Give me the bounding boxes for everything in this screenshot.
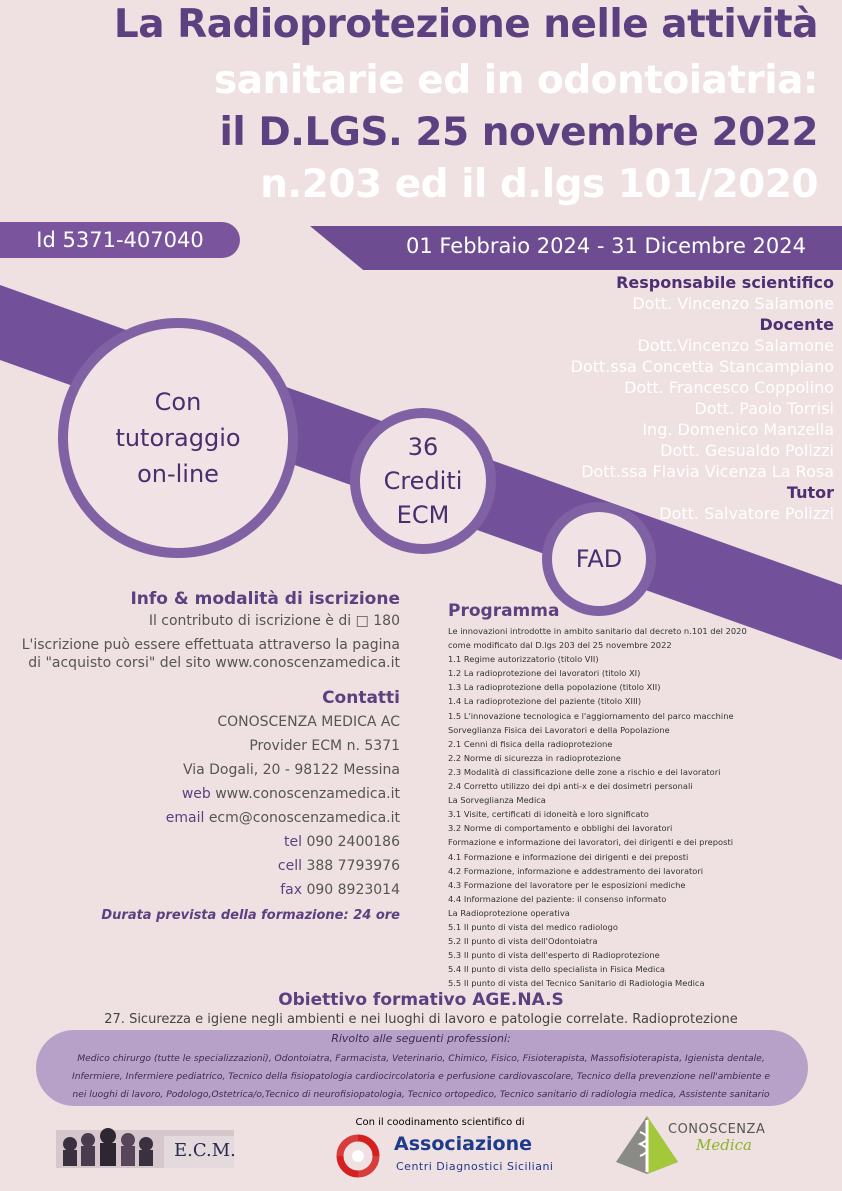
fad-label: FAD: [575, 545, 623, 573]
program-item: Formazione e informazione dei lavoratori, dei dirigenti e dei preposti: [448, 837, 734, 848]
teacher-7: Dott.ssa Flavia Vicenza La Rosa: [581, 462, 834, 481]
program-item: 4.1 Formazione e informazione dei dirigenti e dei preposti: [448, 851, 689, 862]
tel-value: 090 2400186: [306, 834, 400, 850]
teacher-label: Docente: [759, 315, 834, 334]
email-row: [101, 806, 400, 830]
program-item: 1.2 La radioprotezione dei lavoratori (titolo XI): [448, 668, 641, 679]
scientific-person: Dott. Vincenzo Salamone: [632, 294, 834, 313]
course-id-badge: Id 5371-407040: [0, 222, 240, 258]
coordination-text: Con il coodinamento scientifico di: [355, 1117, 525, 1128]
credits-line-3: ECM: [396, 501, 450, 529]
email-link[interactable]: ecm@conoscenzamedica.it: [208, 810, 400, 826]
info-heading: Info & modalità di iscrizione: [130, 589, 400, 609]
program-item: 4.2 Formazione, informazione e addestramento dei lavoratori: [448, 865, 704, 876]
tutoring-line-3: on-line: [137, 460, 219, 488]
objective-text: 27. Sicurezza e igiene negli ambienti e nei luoghi di lavoro e patologie correlate. Radioprotezione: [104, 1012, 738, 1027]
provider-text: Provider ECM n. 5371: [249, 738, 400, 754]
title-line-4: n.203 ed il d.lgs 101/2020: [260, 162, 818, 207]
org-name: CONOSCENZA MEDICA AC: [217, 714, 400, 730]
teacher-4: Dott. Paolo Torrisi: [694, 399, 834, 418]
signup-line-2: di "acquisto corsi" del sito www.conoscenzamedica.it: [28, 655, 400, 671]
program-section: [448, 600, 748, 990]
fax-value: 090 8923014: [306, 882, 400, 898]
professions-text: Medico chirurgo (tutte le specializzazioni), Odontoiatra, Farmacista, Veterinario, Chimico, Fisico, Fisioterapista, Massofisioterapista, Igienista dentale, Infermiere, Infermiere pediatrico, Tecnico della fisiopatologia cardiocircolatoria e perfusione cardiovascolare, Tecnico della prevenzione nell'ambiente e nei luoghi di lavoro, Podologo,Ostetrica/o,Tecnico di neurofisiopatologia, Tecnico ortopedico, Tecnico sanitario di radiologia medica, Assistente sanitario: [72, 1053, 770, 1100]
scientific-label: Responsabile scientifico: [616, 273, 834, 292]
program-item: 2.1 Cenni di fisica della radioprotezione: [448, 738, 613, 749]
cell-row: [101, 854, 400, 878]
cell-value: 388 7793976: [306, 858, 400, 874]
teacher-1: Dott.Vincenzo Salamone: [637, 336, 834, 355]
association-name: Associazione: [394, 1133, 533, 1155]
address-text: Via Dogali, 20 - 98122 Messina: [182, 762, 400, 778]
association-logo-icon: [336, 1134, 380, 1178]
association-subtitle: Centri Diagnostici Siciliani: [396, 1160, 554, 1173]
web-row: [101, 782, 400, 806]
program-item: 3.1 Visite, certificati di idoneità e loro significato: [448, 809, 649, 820]
teacher-6: Dott. Gesualdo Polizzi: [660, 441, 834, 460]
program-item: 2.2 Norme di sicurezza in radioprotezione: [448, 752, 621, 763]
program-item: 5.4 Il punto di vista dello specialista in Fisica Medica: [448, 964, 666, 975]
program-item: Sorveglianza Fisica dei Lavoratori e della Popolazione: [448, 724, 670, 735]
ecm-logo-text: E.C.M.: [174, 1140, 236, 1161]
web-link[interactable]: www.conoscenzamedica.it: [215, 786, 400, 802]
tel-row: [101, 830, 400, 854]
program-item: 3.2 Norme di comportamento e obblighi dei lavoratori: [448, 823, 673, 834]
conoscenza-medica-logo: [612, 1112, 792, 1176]
program-item: 1.4 La radioprotezione del paziente (titolo XIII): [448, 696, 642, 707]
contacts-heading: Contatti: [322, 688, 400, 708]
credits-line-2: Crediti: [383, 467, 463, 495]
course-dates: 01 Febbraio 2024 - 31 Dicembre 2024: [405, 234, 806, 258]
info-section: [22, 590, 400, 672]
signup-line-1: L'iscrizione può essere effettuata attraverso la pagina: [21, 637, 400, 653]
program-item: 1.5 L'innovazione tecnologica e l'aggiornamento del parco macchine: [448, 710, 734, 721]
program-item: 2.4 Corretto utilizzo dei dpi anti-x e dei dosimetri personali: [448, 781, 693, 792]
email-label: email: [165, 810, 205, 826]
program-item: come modificato dal D.lgs 203 del 25 novembre 2022: [448, 640, 672, 651]
title-line-1: La Radioprotezione nelle attività: [113, 2, 818, 47]
program-item: 1.1 Regime autorizzatorio (titolo VII): [448, 654, 599, 665]
program-item: 2.3 Modalità di classificazione delle zone a rischio e dei lavoratori: [448, 766, 721, 777]
program-item: 5.1 Il punto di vista del medico radiologo: [448, 921, 618, 932]
program-item: La Radioprotezione operativa: [448, 907, 570, 918]
program-item: 5.2 Il punto di vista dell'Odontoiatra: [448, 936, 598, 947]
title-line-2: sanitarie ed in odontoiatria:: [214, 58, 818, 103]
fax-row: [101, 878, 400, 902]
tutoring-circle: [58, 318, 298, 558]
program-item: La Sorveglianza Medica: [448, 795, 546, 806]
teacher-3: Dott. Francesco Coppolino: [624, 378, 834, 397]
program-list: [448, 624, 748, 990]
program-item: 4.4 Informazione del paziente: il consenso informato: [448, 893, 667, 904]
ecm-logo: [56, 1120, 234, 1168]
web-label: web: [181, 786, 211, 802]
program-item: 4.3 Formazione del lavoratore per le esposizioni mediche: [448, 879, 686, 890]
professions-heading: Rivolto alle seguenti professioni:: [331, 1032, 511, 1045]
program-item: 5.5 Il punto di vista del Tecnico Sanitario di Radiologia Medica: [448, 978, 705, 989]
objective-heading: Obiettivo formativo AGE.NA.S: [278, 990, 564, 1010]
contacts-section: [101, 686, 400, 928]
tutoring-line-2: tutoraggio: [115, 424, 241, 452]
tel-label: tel: [284, 834, 303, 850]
fee-text: Il contributo di iscrizione è di □ 180: [148, 613, 400, 629]
duration-text: Durata prevista della formazione: 24 ore: [101, 908, 400, 923]
teacher-2: Dott.ssa Concetta Stancampiano: [570, 357, 834, 376]
title-line-3: il D.LGS. 25 novembre 2022: [219, 110, 818, 155]
program-item: 5.3 Il punto di vista dell'esperto di Radioprotezione: [448, 950, 660, 961]
tutor-person: Dott. Salvatore Polizzi: [659, 504, 834, 523]
credits-number: 36: [407, 433, 439, 461]
tutoring-line-1: Con: [154, 388, 202, 416]
teacher-5: Ing. Domenico Manzella: [642, 420, 834, 439]
cm-logo-line-2: Medica: [696, 1136, 752, 1154]
tutor-label: Tutor: [786, 483, 834, 502]
staff-list: [571, 272, 834, 524]
fax-label: fax: [280, 882, 303, 898]
cell-label: cell: [277, 858, 303, 874]
cm-logo-line-1: CONOSCENZA: [668, 1122, 766, 1137]
program-item: 1.3 La radioprotezione della popolazione (titolo XII): [448, 682, 661, 693]
credits-circle: [350, 408, 496, 554]
program-heading: Programma: [448, 601, 560, 621]
program-item: Le innovazioni introdotte in ambito sanitario dal decreto n.101 del 2020: [448, 626, 747, 636]
